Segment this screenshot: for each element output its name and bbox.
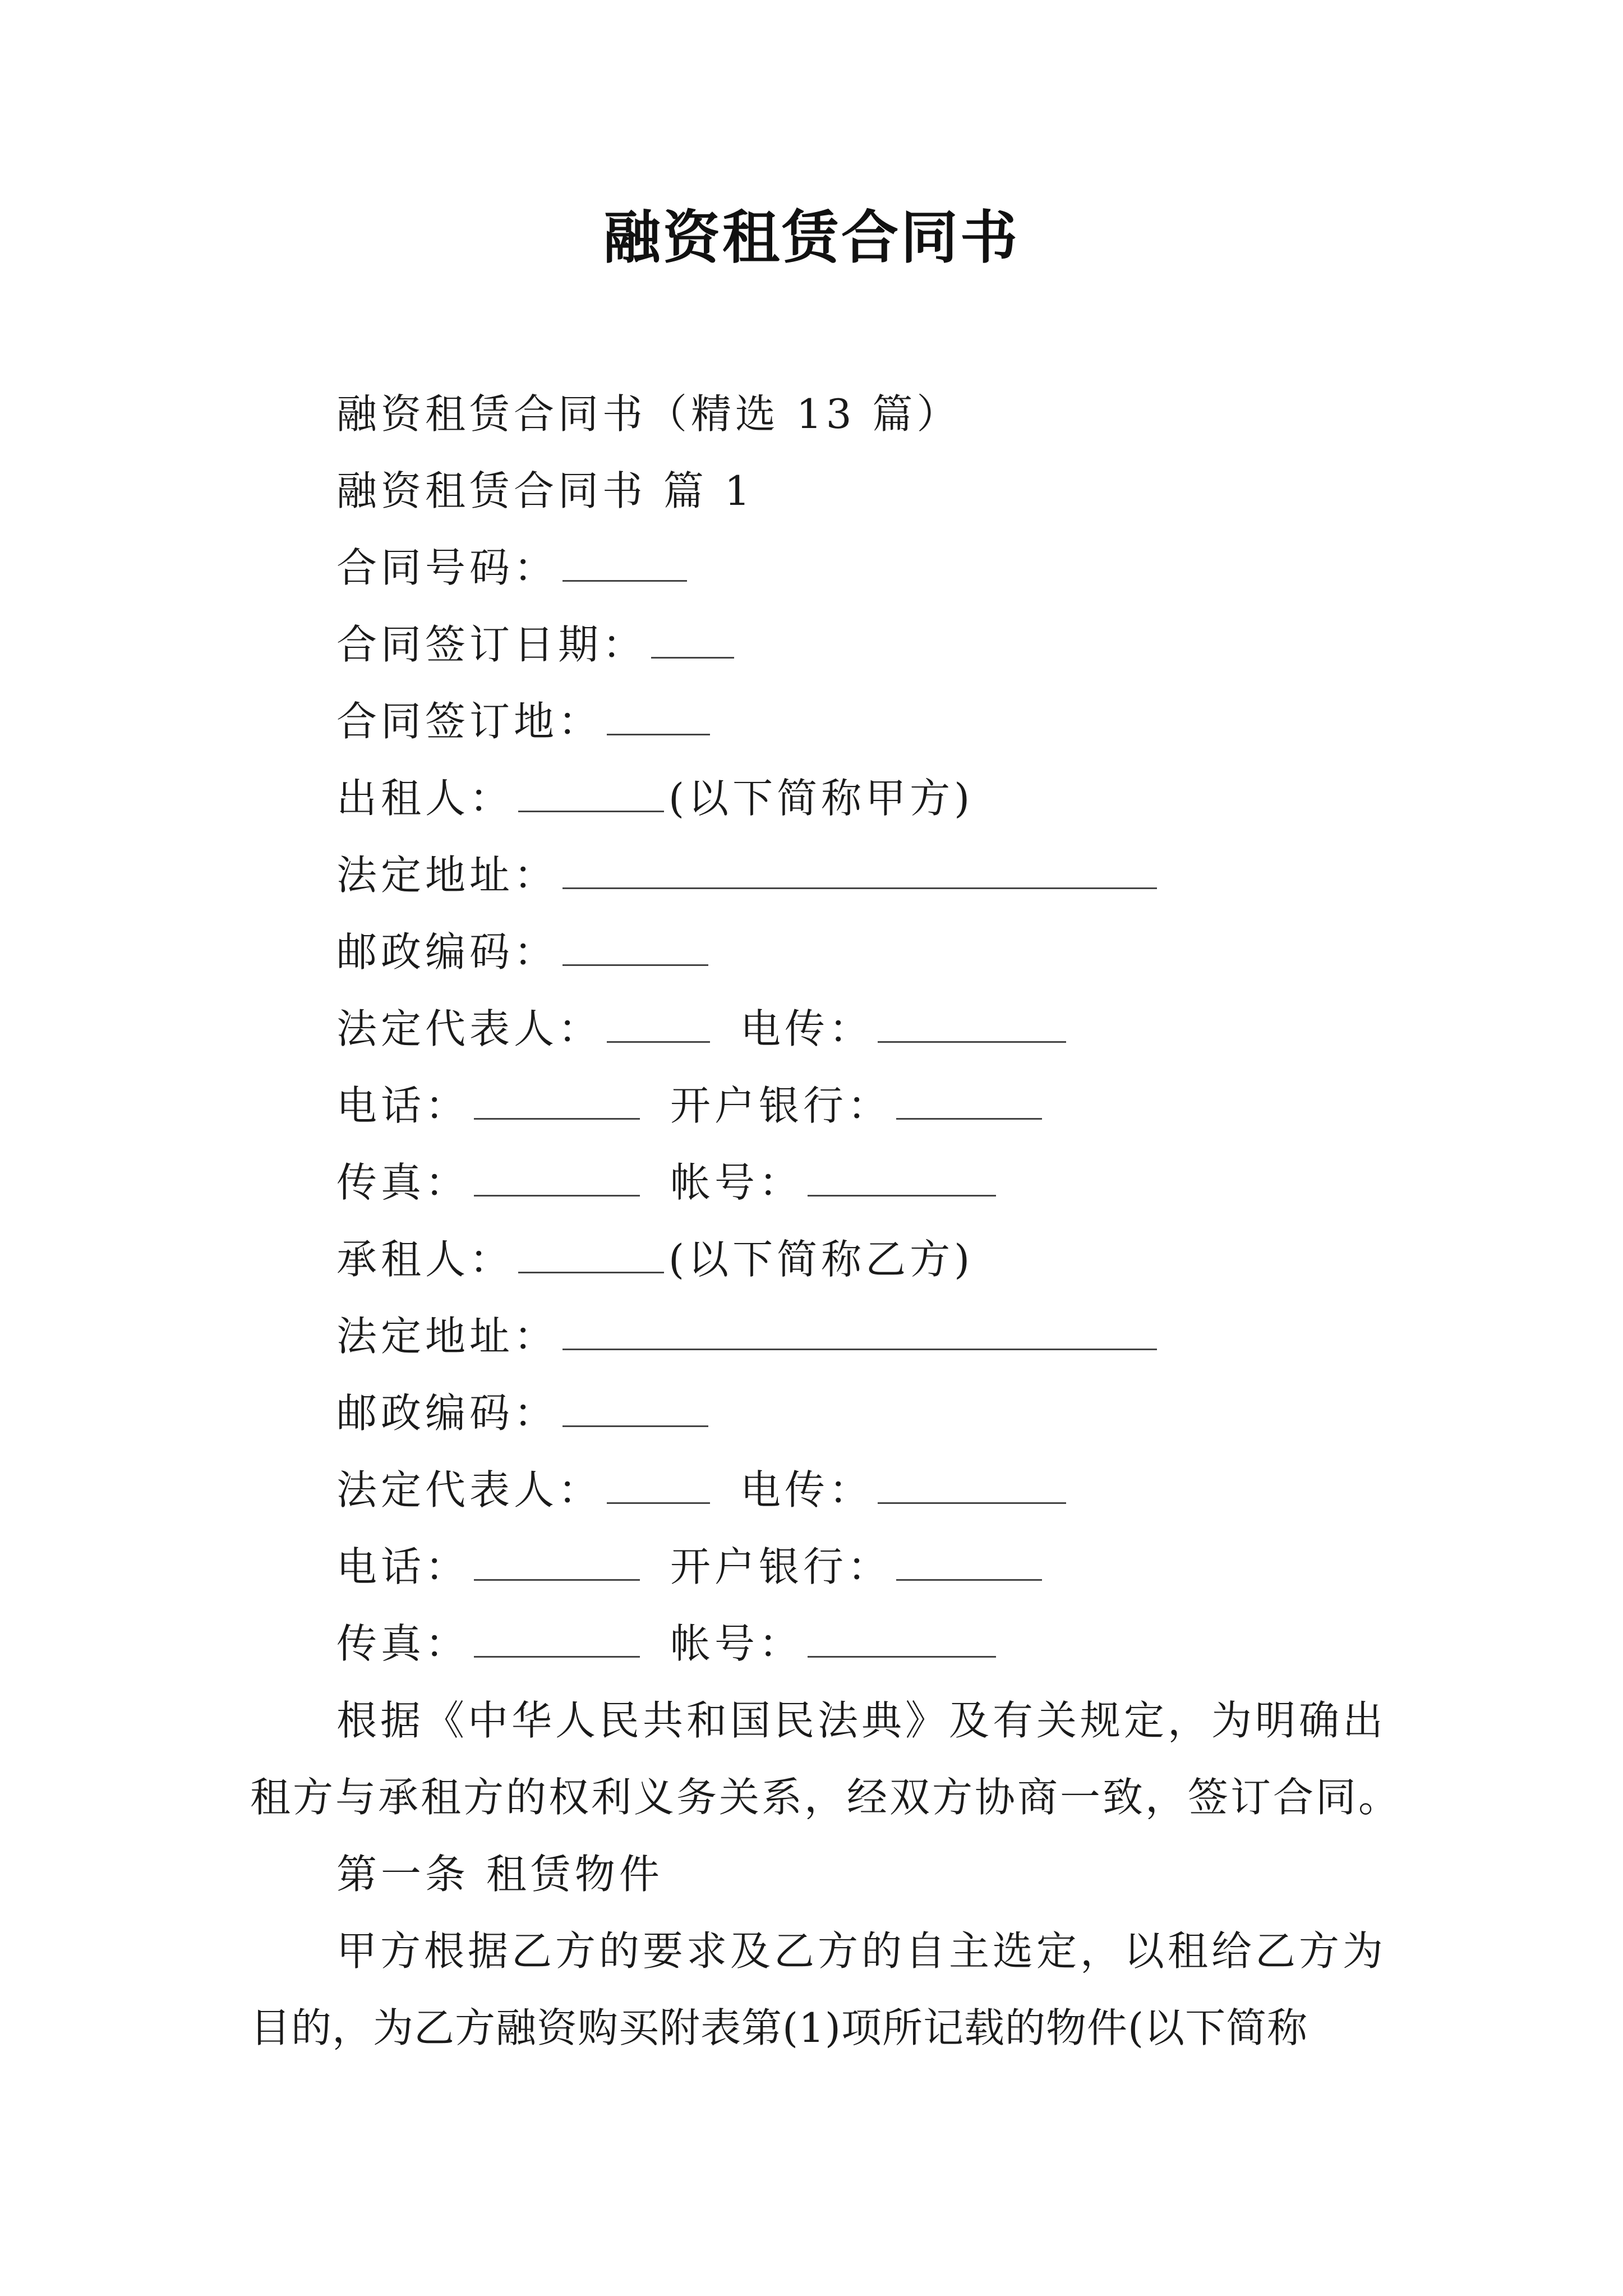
lessee-address-blank — [562, 1312, 1157, 1350]
lessor-fax-label: 电传： — [740, 1005, 874, 1052]
sign-place-label: 合同签订地： — [336, 698, 603, 745]
lessor-postcode-row — [336, 924, 713, 980]
lessee-account-blank — [808, 1619, 996, 1658]
lessor-postcode-label: 邮政编码： — [336, 928, 559, 976]
contract-number-blank — [562, 543, 687, 582]
lessee-legal-rep-label: 法定代表人： — [336, 1466, 603, 1513]
lessor-bank-label: 开户银行： — [670, 1082, 892, 1129]
intro-paragraph-line-2: 租方与承租方的权利义务关系，经双方协商一致，签订合同。 — [250, 1774, 1401, 1821]
lessee-legal-rep-blank — [607, 1465, 710, 1504]
lessor-telefax-row — [336, 1154, 1000, 1211]
lessor-fax-blank — [878, 1004, 1066, 1043]
lessee-telefax-blank — [474, 1619, 640, 1658]
lessor-label: 出租人： — [336, 775, 514, 822]
lessee-phone-row — [336, 1539, 1046, 1595]
lessee-telefax-row — [336, 1616, 1000, 1672]
lessor-address-row — [336, 847, 1161, 903]
article-1-heading — [336, 1846, 663, 1902]
lessor-blank — [518, 774, 664, 812]
lessor-row — [336, 770, 974, 826]
lessee-telefax-label: 传真： — [336, 1620, 470, 1667]
lessor-legal-rep-label: 法定代表人： — [336, 1005, 603, 1052]
lessee-suffix: (以下简称乙方) — [668, 1236, 974, 1283]
lessor-suffix: (以下简称甲方) — [668, 775, 974, 822]
lessor-phone-row — [336, 1078, 1046, 1134]
lessee-blank — [518, 1235, 664, 1273]
sign-place-blank — [607, 697, 710, 735]
section-heading-text: 融资租赁合同书 篇 1 — [336, 467, 754, 514]
lessor-account-blank — [808, 1158, 996, 1197]
lessor-telefax-blank — [474, 1158, 640, 1197]
lessee-postcode-label: 邮政编码： — [336, 1389, 559, 1437]
lessee-phone-label: 电话： — [336, 1543, 470, 1590]
sign-place-row — [336, 693, 714, 749]
lessee-label: 承租人： — [336, 1236, 514, 1283]
lessor-phone-label: 电话： — [336, 1082, 470, 1129]
lessee-legal-rep-row — [336, 1462, 1071, 1518]
lessee-fax-blank — [878, 1465, 1066, 1504]
lessee-row — [336, 1231, 974, 1287]
lessor-legal-rep-blank — [607, 1004, 710, 1043]
lessee-account-label: 帐号： — [670, 1620, 804, 1667]
lessee-phone-blank — [474, 1542, 640, 1581]
lessee-postcode-row — [336, 1385, 713, 1441]
document-title: 融资租赁合同书 — [603, 205, 1020, 272]
lessor-telefax-label: 传真： — [336, 1159, 470, 1206]
lessor-address-label: 法定地址： — [336, 852, 559, 899]
sign-date-label: 合同签订日期： — [336, 621, 647, 668]
lessor-legal-rep-row — [336, 1001, 1071, 1057]
lessor-phone-blank — [474, 1081, 640, 1120]
article-1-paragraph-line-1: 甲方根据乙方的要求及乙方的自主选定，以租给乙方为 — [336, 1927, 1387, 1975]
sign-date-blank — [651, 620, 734, 659]
lessee-address-row — [336, 1308, 1161, 1364]
contract-number-row — [336, 540, 691, 596]
article-1-paragraph-line-2: 目的，为乙方融资购买附表第(1)项所记载的物件(以下简称 — [250, 2004, 1308, 2051]
subtitle-text: 融资租赁合同书（精选 13 篇） — [336, 390, 961, 438]
article-1-heading-text: 第一条 租赁物件 — [336, 1851, 663, 1898]
lessor-address-blank — [562, 850, 1157, 889]
document-subtitle — [336, 386, 961, 442]
sign-date-row — [336, 616, 739, 673]
lessor-bank-blank — [896, 1081, 1042, 1120]
lessee-bank-label: 开户银行： — [670, 1543, 892, 1590]
contract-number-label: 合同号码： — [336, 544, 559, 591]
section-heading — [336, 463, 754, 519]
lessee-postcode-blank — [562, 1388, 708, 1427]
lessor-account-label: 帐号： — [670, 1159, 804, 1206]
lessor-postcode-blank — [562, 927, 708, 966]
intro-paragraph-line-1: 根据《中华人民共和国民法典》及有关规定，为明确出 — [336, 1697, 1387, 1744]
lessee-address-label: 法定地址： — [336, 1313, 559, 1360]
lessee-fax-label: 电传： — [740, 1466, 874, 1513]
lessee-bank-blank — [896, 1542, 1042, 1581]
